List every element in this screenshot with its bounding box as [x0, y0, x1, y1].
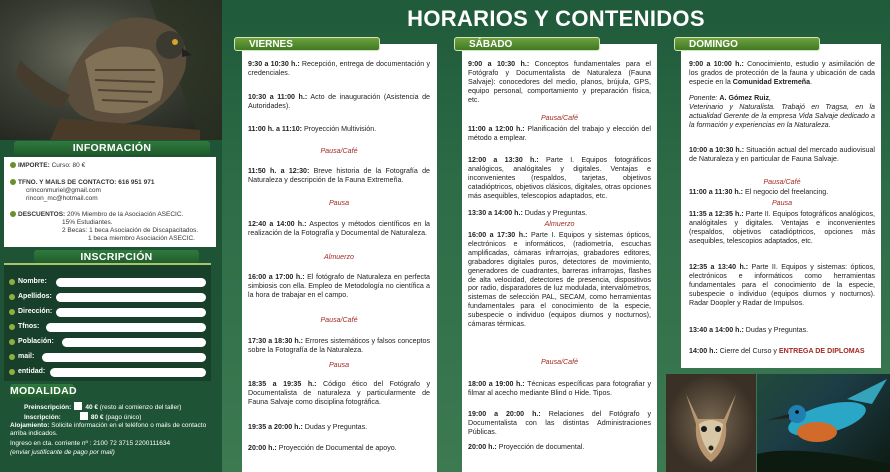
viernes-break-3: Almuerzo	[324, 253, 354, 261]
viernes-break-2: Pausa	[328, 199, 350, 207]
sabado-break-3: Pausa/Café	[540, 358, 579, 366]
domingo-break-1: Pausa/Café	[763, 178, 801, 186]
domingo-break-2: Pausa	[771, 199, 793, 207]
nombre-field[interactable]	[56, 278, 206, 287]
domingo-entry-1: 9:00 a 10:00 h.: Conocimiento, estudio y asimilación de los grados de protección de la fauna y ubicación de cada especie en la Comunidad Extremeña.	[689, 60, 875, 86]
hawk-photo	[0, 0, 222, 140]
viernes-entry-2: 10:30 a 11:00 h.: Acto de inauguración (Asistencia de Autoridades).	[248, 93, 430, 110]
viernes-break-5: Pausa	[328, 361, 350, 369]
poblacion-field[interactable]	[62, 338, 206, 347]
fox-illustration	[666, 374, 756, 472]
viernes-break-1: Pausa/Café	[320, 147, 358, 155]
info-box	[4, 157, 216, 247]
inscripcion-line: Inscripción: 80 € (pago único)	[24, 414, 142, 421]
tfnos-label: Tfnos:	[18, 323, 40, 330]
kingfisher-illustration	[757, 374, 890, 472]
form-row-poblacion	[4, 338, 211, 348]
bullet-icon	[9, 279, 15, 285]
bullet-icon	[9, 309, 15, 315]
form-row-nombre	[4, 278, 211, 288]
tab-sabado: SÁBADO	[454, 37, 600, 51]
viernes-entry-10: 20:00 h.: Proyección de Documental de apoyo.	[248, 444, 397, 452]
form-row-entidad	[4, 368, 211, 378]
viernes-entry-7: 17:30 a 18:30 h.: Errores sistemáticos y falsos conceptos sobre la Fotografía de la Naturaleza.	[248, 337, 430, 354]
domingo-entry-4: 11:35 a 12:35 h.: Parte II. Equipos fotográficos analógicos, analógitales y digitales. Ventajas e inconvenientes (respaldos, objetivos catadióptricos, opciones más asequibles, telescopios adaptados, etc.	[689, 210, 875, 245]
viernes-entry-3: 11:00 h. a 11:10: Proyección Multivisión.	[248, 125, 377, 133]
info-heading: INFORMACIÓN	[14, 141, 210, 155]
inscription-form	[4, 263, 211, 381]
viernes-entry-5: 12:40 a 14:00 h.: Aspectos y métodos científicos en la realización de la Fotografía y Documental de Naturaleza.	[248, 220, 430, 237]
direccion-field[interactable]	[56, 308, 206, 317]
inscripcion-heading: INSCRIPCIÓN	[34, 250, 199, 264]
kingfisher-photo	[757, 374, 890, 472]
sabado-entry-7: 19:00 a 20:00 h.: Relaciones del Fotógrafo y Documentalista con las distintas Administraciones Públicas.	[468, 410, 652, 436]
bullet-icon	[9, 324, 15, 330]
bullet-icon	[10, 211, 16, 217]
justificante-line: (enviar justificante de pago por mail)	[10, 449, 115, 456]
hawk-illustration	[0, 0, 222, 140]
page-title: HORARIOS Y CONTENIDOS	[407, 6, 705, 31]
preinscripcion-checkbox[interactable]	[74, 402, 82, 410]
viernes-break-4: Pausa/Café	[320, 316, 358, 324]
sabado-entry-3: 12:00 a 13:30 h.: Parte I. Equipos fotográficos analógicos, analógitales y digitales. Ventajas e inconvenientes (respaldos, tarjetas, objetivos catadióptricos, objetivos clásicos, digitales, otras opciones más asequibles, telescopios adaptados, etc.	[468, 156, 652, 200]
viernes-entry-4: 11:50 h. a 12:30: Breve historia de la Fotografía de Naturaleza y descripción de la Fauna Extremeña.	[248, 167, 430, 184]
tab-domingo: DOMINGO	[674, 37, 820, 51]
direccion-label: Dirección:	[18, 308, 53, 315]
domingo-entry-6: 13:40 a 14:00 h.: Dudas y Preguntas.	[689, 326, 809, 334]
viernes-entry-1: 9:30 a 10:30 h.: Recepción, entrega de documentación y credenciales.	[248, 60, 430, 77]
descuentos-line: DESCUENTOS: 20% Miembro de la Asociación ASECIC.	[10, 211, 183, 219]
descuento-4: 1 beca miembro Asociación ASECIC.	[88, 235, 195, 242]
email-1[interactable]: crinconmuriel@gmail.com	[26, 187, 101, 194]
domingo-entry-2: 10:00 a 10:30 h.: Situación actual del mercado audiovisual de Naturaleza y en particular de Fauna Salvaje.	[689, 146, 875, 163]
apellidos-label: Apellidos:	[18, 293, 52, 300]
bullet-icon	[9, 369, 15, 375]
sabado-break-2: Almuerzo	[544, 220, 575, 228]
mail-label: mail:	[18, 353, 35, 360]
importe-line: IMPORTE: Curso: 80 €	[10, 162, 85, 170]
viernes-entry-9: 19:35 a 20:00 h.: Dudas y Preguntas.	[248, 423, 368, 431]
viernes-entry-6: 16:00 a 17:00 h.: El fotógrafo de Naturaleza en perfecta simbiosis con ella. Empleo de Metodología no científica a la hora de trabajar en el campo.	[248, 273, 430, 299]
domingo-entry-5: 12:35 a 13:40 h.: Parte II. Equipos y sistemas: ópticos, electrónicos e informáticos como herramientas fundamentales para el conocimiento de la especie, subespecie o individuo (equipos diurnos y nocturnos). Radar Doopler y Radar de Impulsos.	[689, 263, 876, 307]
bullet-icon	[9, 339, 15, 345]
sabado-entry-6: 18:00 a 19:00 h.: Técnicas específicas para fotografiar y filmar al acecho mediante Blind o Hide. Tipos.	[468, 380, 651, 397]
poblacion-label: Población:	[18, 338, 54, 345]
viernes-entry-8: 18:35 a 19:35 h.: Código ético del Fotógrafo y Documentalista de naturaleza y particularmente de Fauna Salvaje como disciplina fotográfica.	[248, 380, 430, 406]
descuento-2: 15% Estudiantes.	[62, 219, 113, 226]
descuento-3: 2 Becas: 1 beca Asociación de Discapacitados.	[62, 227, 199, 234]
contacto-line: TFNO. Y MAILS DE CONTACTO: 616 951 971	[10, 179, 154, 187]
form-row-mail	[4, 353, 211, 363]
sabado-entry-4: 13:30 a 14:00 h.: Dudas y Preguntas.	[468, 209, 588, 217]
fox-photo	[666, 374, 756, 472]
nombre-label: Nombre:	[18, 278, 47, 285]
entidad-label: entidad:	[18, 368, 46, 375]
tfnos-field[interactable]	[46, 323, 206, 332]
form-row-tfnos	[4, 323, 211, 333]
sabado-entry-5: 16:00 a 17:30 h.: Parte I. Equipos y sistemas ópticos, electrónicos e informáticos, (radiometría, escuchas amplificadas, cámaras infrarrojas, grabadores editores, grabadores digitales puros, detectores de movimiento, generadores de cuadrantes, barreras infrarrojas, flashes de alta velocidad, detectores de presencia, dispositivos por radio, disparadores de luz modulada, intervalómetros, sistemas de selección PAL, SECAM, como herramientas fundamentales para el conocimiento de la especie, subespecie o individuo (equipos diurnos y nocturnos), cámaras térmicas.	[468, 231, 652, 329]
inscripcion-checkbox[interactable]	[80, 412, 88, 420]
form-row-direccion	[4, 308, 211, 318]
domingo-ponente-desc: Veterinario y Naturalista. Trabajó en Tragsa, en la actualidad Gerente de la empresa Vida Salvaje dedicado a la formación y experiencias en la Naturaleza.	[689, 103, 875, 129]
bullet-icon	[9, 294, 15, 300]
mail-field[interactable]	[42, 353, 206, 362]
preinscripcion-line: Preinscripción: 40 € (resto al comienzo del taller)	[24, 404, 182, 411]
bullet-icon	[10, 179, 16, 185]
modalidad-heading: MODALIDAD	[10, 385, 77, 397]
sabado-entry-1: 9:00 a 10:30 h.: Conceptos fundamentales para el Fotógrafo y Documentalista de Naturaleza (Fauna Salvaje): conocedores del medio, planos, brújula, GPS, equipo personal, comportamiento y preparación física, etc.	[468, 60, 651, 104]
sabado-entry-8: 20:00 h.: Proyección de documental.	[468, 443, 585, 451]
alojamiento-line: Alojamiento: Solicite información en el teléfono o mails de contacto arriba indicados.	[10, 422, 207, 438]
bullet-icon	[9, 354, 15, 360]
domingo-entry-3: 11:00 a 11:30 h.: El negocio del freelancing.	[689, 188, 829, 196]
domingo-entry-7: 14:00 h.: Cierre del Curso y ENTREGA DE DIPLOMAS	[689, 347, 865, 355]
bullet-icon	[10, 162, 16, 168]
ingreso-line: Ingreso en cta. corriente nº : 2100 72 3715 2200111634	[10, 440, 171, 447]
sabado-break-1: Pausa/Café	[540, 114, 579, 122]
sabado-entry-2: 11:00 a 12:00 h.: Planificación del trabajo y elección del método a emplear.	[468, 125, 651, 142]
apellidos-field[interactable]	[56, 293, 206, 302]
email-2[interactable]: rincon_mc@hotmail.com	[26, 195, 98, 202]
form-row-apellidos	[4, 293, 211, 303]
tab-viernes: VIERNES	[234, 37, 380, 51]
entidad-field[interactable]	[50, 368, 206, 377]
domingo-ponente: Ponente: A. Gómez Ruiz,	[689, 94, 772, 102]
